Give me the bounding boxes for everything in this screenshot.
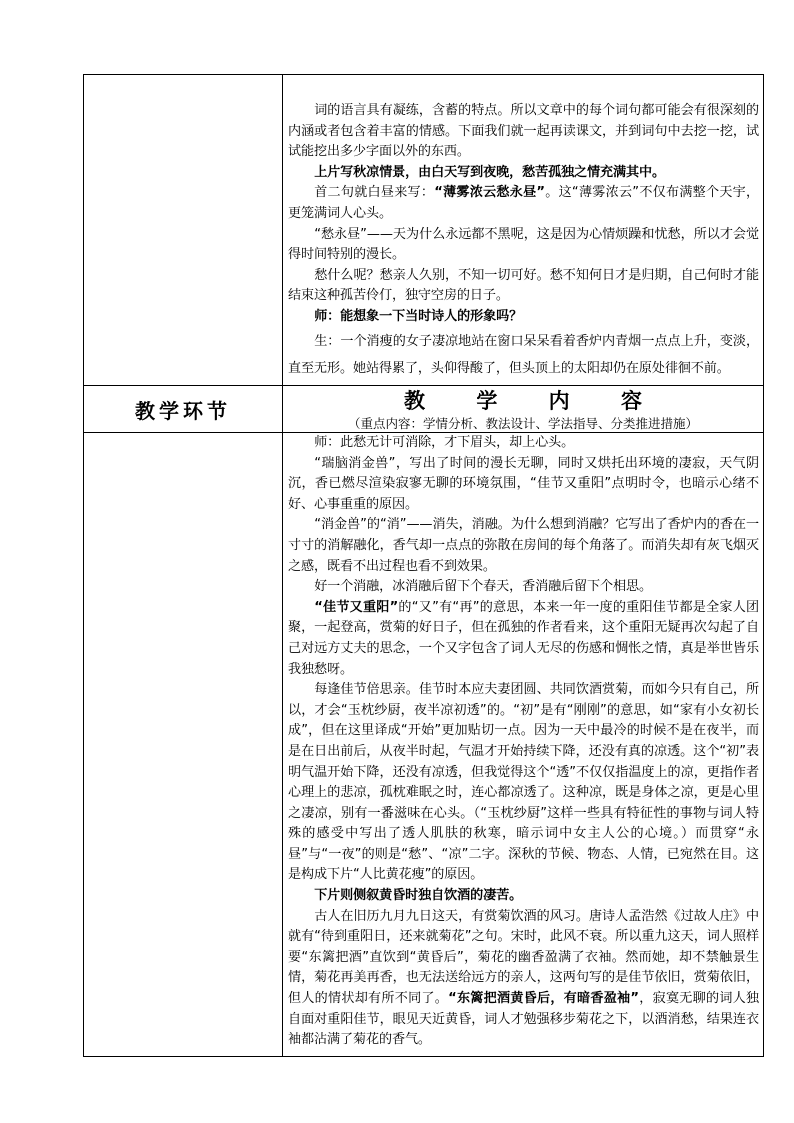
left-empty-cell xyxy=(84,75,283,386)
paragraph: 每逢佳节倍思亲。佳节时本应夫妻团圆、共同饮酒赏菊，而如今只有自己，所以，才会“玉枕纱厨，夜半凉初透”的。“初”是有“刚刚”的意思，如“家有小女初长成”，但在这里译成“开始”更加贴切一点。因为一天中最冷的时候不是在夜半，而是在日出前后，从夜半时起，气温才开始持续下降，还没有真的凉透。这个“初”表明气温开始下降，还没有凉透，但我觉得这个“透”不仅仅指温度上的凉，更指作者心理上的悲凉，孤枕难眠之时，连心都凉透了。这种凉，既是身体之凉，更是心里之凄凉，别有一番滋味在心头。（“玉枕纱厨”这样一些具有特征性的事物与词人特殊的感受中写出了透人肌肤的秋寒，暗示词中女主人公的心境。）而贯穿“永昼”与“一夜”的则是“愁”、“凉”二字。深秋的节候、物态、人情，已宛然在目。这是构成下片“人比黄花瘦”的原因。 xyxy=(288,682,759,883)
paragraph: “佳节又重阳”的“又”有“再”的意思，本来一年一度的重阳佳节都是全家人团聚，一起登高，赏菊的好日子，但在孤独的作者看来，这个重阳无疑再次勾起了自己对远方丈夫的思念，一个又字包含了词人无尽的伤感和惆怅之情，真是举世皆乐我独愁呀。 xyxy=(288,599,760,677)
table-header-row xyxy=(84,386,764,433)
table-row xyxy=(84,433,764,1057)
paragraph: 师：此愁无计可消除，才下眉头，却上心头。 xyxy=(314,435,575,450)
section-heading: 下片则侧叙黄昏时独自饮酒的凄苦。 xyxy=(314,888,523,904)
paragraph: 古人在旧历九月九日这天，有赏菊饮酒的风习。唐诗人孟浩然《过故人庄》中就有“待到重阳日，还来就菊花”之句。宋时，此风不衰。所以重九这天，词人照样要“东篱把酒”直饮到“黄昏后”，菊花的幽香盈满了衣袖。然而她，却不禁触景生情，菊花再美再香，也无法送给远方的亲人，这两句写的是佳节依旧，赏菊依旧，但人的情状却有所不同了。“东篱把酒黄昏后，有暗香盈袖”，寂寞无聊的词人独自面对重阳佳节，眼见天近黄昏，词人才勉强移步菊花之下，以酒消愁，结果连衣袖都沾满了菊花的香气。 xyxy=(288,908,759,1048)
section-heading: 上片写秋凉情景，由白天写到夜晚，愁苦孤独之情充满其中。 xyxy=(314,164,666,180)
paragraph: “瑞脑消金兽”，写出了时间的漫长无聊，同时又烘托出环境的凄寂，天气阴沉，香已燃尽渲染寂寥无聊的环境氛围，“佳节又重阳”点明时令，也暗示心绪不好、心事重重的原因。 xyxy=(288,455,759,512)
teacher-question: 师：能想象一下当时诗人的形象吗？ xyxy=(314,308,523,324)
left-empty-cell xyxy=(84,433,283,1057)
content-cell-bottom xyxy=(283,433,764,1057)
paragraph: “愁永昼”——天为什么永远都不黑呢，这是因为心情烦躁和忧愁，所以才会觉得时间特别的漫长。 xyxy=(288,226,759,263)
paragraph: 首二句就白昼来写：“薄雾浓云愁永昼”。这“薄雾浓云”不仅布满整个天宇，更笼满词人心头。 xyxy=(288,185,759,221)
paragraph: 好一个消融，冰消融后留下个春天，香消融后留下个相思。 xyxy=(314,579,653,595)
paragraph: “消金兽”的“消”——消失，消融。为什么想到消融？它写出了香炉内的香在一寸寸的消解融化，香气却一点点的弥散在房间的每个角落了。而消失却有灰飞烟灭之感，既看不出过程也看不到效果。 xyxy=(288,517,759,574)
lesson-plan-table xyxy=(83,74,764,1057)
student-answer: 生：一个消瘦的女子凄凉地站在窗口呆呆看着香炉内青烟一点点上升，变淡，直至无形。她站得累了，头仰得酸了，但头顶上的太阳却仍在原处徘徊不前。 xyxy=(288,333,759,376)
teaching-content-subtitle: （重点内容：学情分析、教法设计、学法指导、分类推进措施） xyxy=(347,416,698,431)
teaching-stage-label: 教学环节 xyxy=(135,398,231,423)
header-left-cell xyxy=(84,386,283,433)
table-row xyxy=(84,75,764,386)
paragraph: 词的语言具有凝练，含蓄的特点。所以文章中的每个词句都可能会有很深刻的内涵或者包含着丰富的情感。下面我们就一起再读课文，并到词句中去挖一挖，试试能挖出多少字面以外的东西。 xyxy=(288,103,759,160)
content-cell-top xyxy=(283,75,764,386)
header-right-cell xyxy=(283,386,764,433)
teaching-content-title: 教 学 内 容 xyxy=(404,388,664,413)
paragraph: 愁什么呢？愁亲人久别，不知一切可好。愁不知何日才是归期，自己何时才能结束这种孤苦伶仃，独守空房的日子。 xyxy=(288,267,759,304)
